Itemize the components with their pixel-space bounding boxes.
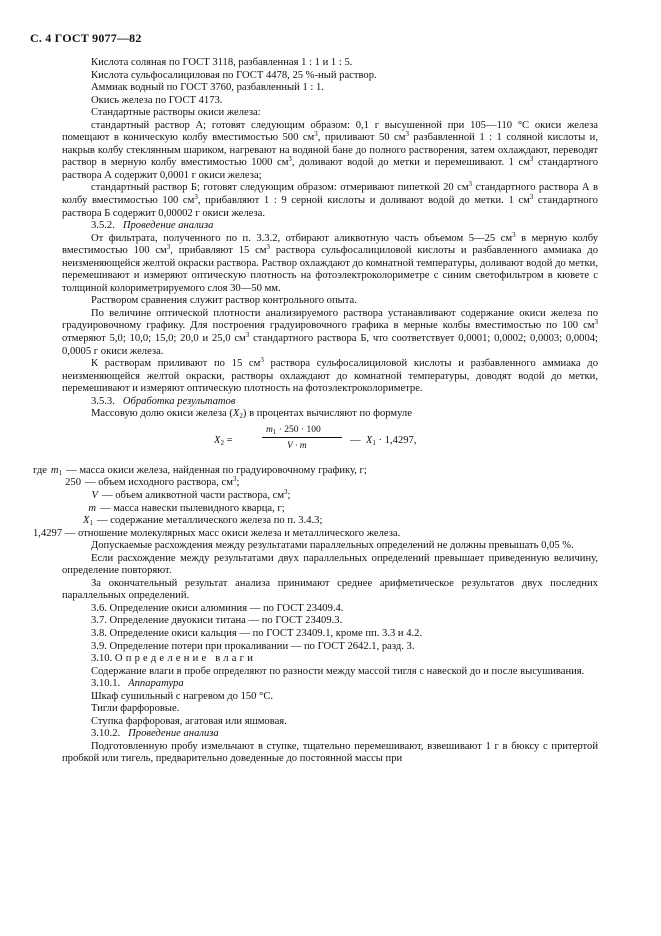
- document-body: [33, 57, 598, 766]
- formula-rhs: — $X_1 \cdot 1,4297$,: [350, 434, 417, 447]
- section-heading-3-5-2: 3.5.2. Проведение анализа: [91, 220, 214, 232]
- section-3-7: 3.7. Определение двуокиси титана — по ГОСТ 23409.3.: [91, 615, 343, 627]
- equipment-item: Шкаф сушильный с нагревом до 150 °С.: [91, 690, 274, 702]
- legend-item: 1,4297 — отношение молекулярных масс окиси железа и металлического железа.: [33, 527, 401, 539]
- formula-lhs: $X_2$ =: [214, 434, 233, 447]
- formula-denominator: V · m: [287, 440, 307, 451]
- reagent-line: Стандартные растворы окиси железа:: [91, 107, 261, 119]
- section-heading-3-10: 3.10. Определение влаги: [91, 653, 257, 665]
- section-heading-3-10-1: 3.10.1. Аппаратура: [91, 678, 184, 690]
- paragraph-tolerance: Допускаемые расхождения между результатами параллельных определений не должны превышать 0,05 %.: [91, 540, 574, 552]
- legend: [33, 465, 598, 540]
- paragraph-moisture: Содержание влаги в пробе определяют по разности между массой тигля с навеской до и после высушивания.: [91, 665, 585, 677]
- section-heading-3-10-2: 3.10.2. Проведение анализа: [91, 728, 219, 740]
- section-3-8: 3.8. Определение окиси кальция — по ГОСТ 23409.1, кроме пп. 3.3 и 4.2.: [91, 627, 423, 639]
- section-3-9: 3.9. Определение потери при прокаливании — по ГОСТ 2642.1, разд. 3.: [91, 640, 415, 652]
- paragraph-exceed: Если расхождение между результатами двух параллельных определений превышает приведенную величину, определение повторяют.: [62, 552, 598, 577]
- legend-item: m — масса навески пылевидного кварца, г;: [88, 502, 285, 514]
- section-3-6: 3.6. Определение окиси алюминия — по ГОСТ 23409.4.: [91, 602, 344, 614]
- section-heading-3-5-3: 3.5.3. Обработка результатов: [91, 395, 236, 407]
- reagent-line: Аммиак водный по ГОСТ 3760, разбавленный 1 : 1.: [91, 82, 324, 94]
- fraction-bar: [262, 437, 342, 438]
- equipment-item: Тигли фарфоровые.: [91, 703, 180, 715]
- paragraph-standard-a: стандартный раствор А; готовят следующим образом: 0,1 г высушенной при 105—110 °С окиси железа помещают в коническую колбу вместимостью 500 $см^3$, приливают 50 $см^3$ разбавленной 1 : 1 соляной кислоты и, накрыв колбу стеклянным шариком, нагревают на водяной бане до полного растворения, затем охлаждают, переводят раствор в мерную колбу вместимостью 1000 $см^3$, доливают водой до метки и перемешивают. 1 $см^3$ стандартного раствора А содержит 0,0001 г окиси железа;: [62, 119, 598, 181]
- formula: [62, 423, 598, 463]
- legend-item: $X_1$ — содержание металлического железа по п. 3.4.3;: [83, 515, 323, 528]
- legend-item: 250 — объем исходного раствора, $см^3$;: [65, 475, 240, 489]
- reagent-line: Кислота соляная по ГОСТ 3118, разбавленная 1 : 1 и 1 : 5.: [91, 57, 353, 68]
- paragraph-add-reagent: К растворам приливают по 15 $см^3$ раствора сульфосалициловой кислоты и разбавленного аммиака до неизменяющейся желтой окраски, растворы охлаждают до комнатной температуры, доводят водой до метки, перемешивают и измеряют оптическую плотность на фотоэлектроколориметре.: [62, 356, 598, 395]
- paragraph-mass-fraction: Массовую долю окиси железа $(X_2)$ в процентах вычисляют по формуле: [91, 408, 412, 421]
- legend-item: где $m_1$ — масса окиси железа, найденная по градуировочному графику, г;: [33, 464, 367, 477]
- paragraph-reference: Раствором сравнения служит раствор контрольного опыта.: [91, 295, 357, 307]
- paragraph-filtrate: От фильтрата, полученного по п. 3.3.2, отбирают аликвотную часть объемом 5—25 $см^3$ в мерную колбу вместимостью 100 $см^3$, прибавляют 15 $см^3$ раствора сульфосалициловой кислоты и разбавленного аммиака до неизменяющейся желтой окраски раствора. Раствор охлаждают до комнатной температуры, доливают водой до метки, перемешивают и измеряют оптическую плотность на фотоэлектроколориметре с синим светофильтром в кювете с толщиной колориметрируемого слоя 30—50 мм.: [62, 230, 598, 294]
- reagent-line: Окись железа по ГОСТ 4173.: [91, 94, 223, 106]
- paragraph-standard-b: стандартный раствор Б; готовят следующим образом: отмеривают пипеткой 20 $см^3$ стандартного раствора А в колбу вместимостью 100 $см^3$, прибавляют 1 : 9 серной кислоты и доливают водой до метки. 1 $см^3$ стандартного раствора Б содержит 0,00002 г окиси железа.: [62, 180, 598, 219]
- paragraph-final: За окончательный результат анализа принимают среднее арифметическое результатов двух последних параллельных определений.: [62, 577, 598, 602]
- equipment-item: Ступка фарфоровая, агатовая или яшмовая.: [91, 715, 287, 727]
- formula-numerator: $m_1 \cdot 250 \cdot 100$: [266, 424, 321, 436]
- reagent-line: Кислота сульфосалициловая по ГОСТ 4478, 25 %-ный раствор.: [91, 69, 377, 81]
- paragraph-optical-density: По величине оптической плотности анализируемого раствора устанавливают содержание окиси железа по градуировочному графику. Для построения градуировочного графика в мерные колбы вместимостью по 100 $см^3$ отмеряют 5,0; 10,0; 15,0; 20,0 и 25,0 $см^3$ стандартного раствора Б, что соответствует 0,0001; 0,0002; 0,0003; 0,0004; 0,0005 г окиси железа.: [62, 307, 598, 357]
- page-header: С. 4 ГОСТ 9077—82: [30, 31, 142, 45]
- legend-item: V — объем аликвотной части раствора, $см^3$;: [91, 487, 291, 501]
- paragraph-procedure: Подготовленную пробу измельчают в ступке, тщательно перемешивают, взвешивают 1 г в бюксу с притертой пробкой или тигель, предварительно доведенные до постоянной массы при: [62, 740, 598, 765]
